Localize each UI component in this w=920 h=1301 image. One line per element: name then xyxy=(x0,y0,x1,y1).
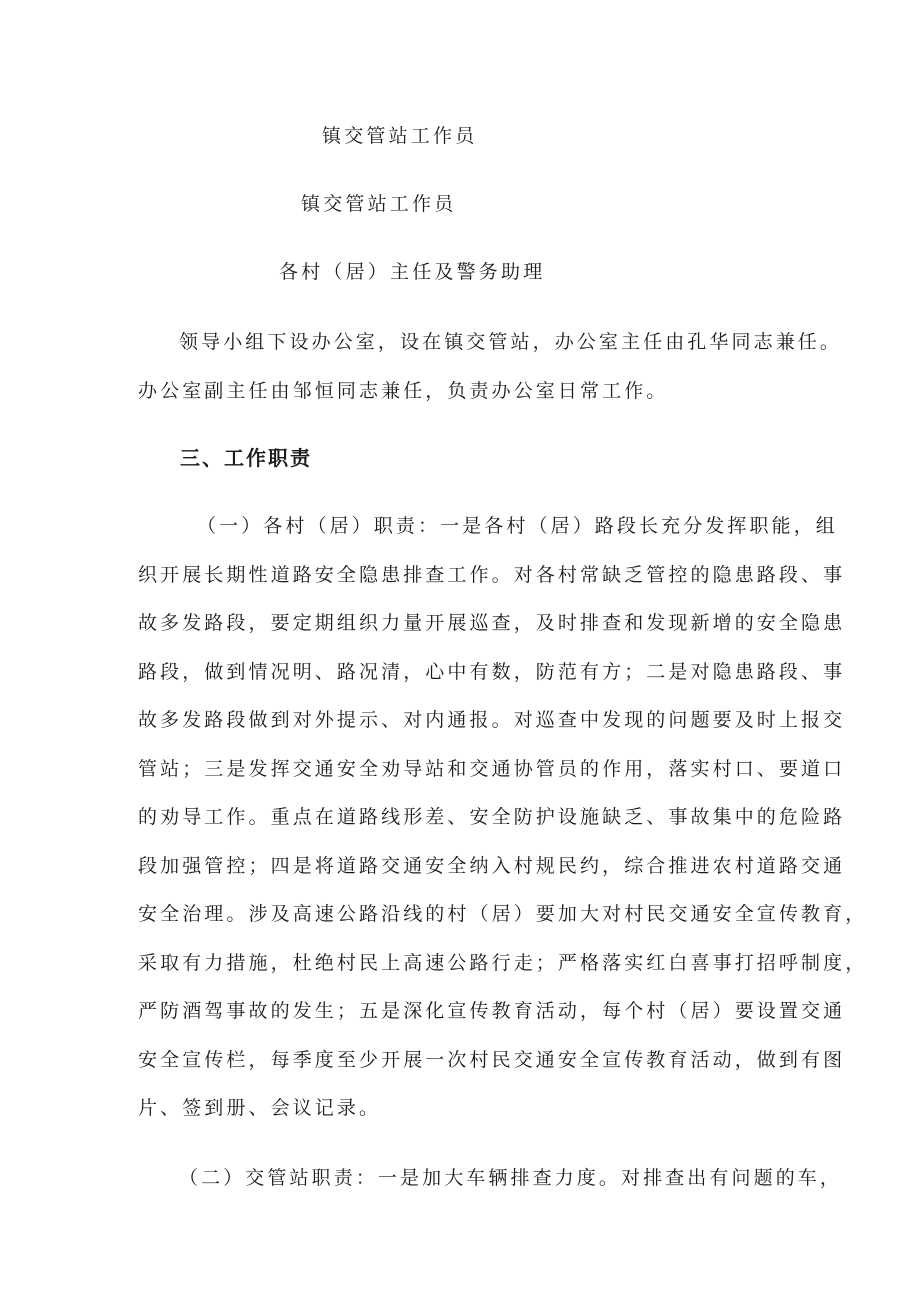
office-paragraph xyxy=(138,318,843,415)
duty-village-paragraph xyxy=(138,502,868,1133)
roster-member-line-1: 镇交管站工作员 xyxy=(322,125,478,147)
duty-village-line: 段加强管控；四是将道路交通安全纳入村规民约，综合推进农村道路交通 xyxy=(138,854,846,877)
duty-village-line: 片、签到册、会议记录。 xyxy=(138,1097,382,1119)
office-paragraph-line: 办公室副主任由邹恒同志兼任，负责办公室日常工作。 xyxy=(138,379,669,402)
duty-village-line: 采取有力措施，杜绝村民上高速公路行走；严格落实红白喜事打招呼制度， xyxy=(138,951,868,974)
duty-village-line: 管站；三是发挥交通安全劝导站和交通协管员的作用，落实村口、要道口 xyxy=(138,757,846,780)
duty-village-line: 故多发路段做到对外提示、对内通报。对巡查中发现的问题要及时上报交 xyxy=(138,709,846,731)
office-paragraph-line: 领导小组下设办公室，设在镇交管站，办公室主任由孔华同志兼任。 xyxy=(179,331,843,353)
duty-station-paragraph xyxy=(138,1154,843,1203)
section-heading: 三、工作职责 xyxy=(180,446,312,470)
duty-village-line: 严防酒驾事故的发生；五是深化宣传教育活动，每个村（居）要设置交通 xyxy=(138,1000,846,1022)
duty-village-line: 织开展长期性道路安全隐患排查工作。对各村常缺乏管控的隐患路段、事 xyxy=(138,563,846,586)
duty-village-line: 路段，做到情况明、路况清，心中有数，防范有方；二是对隐患路段、事 xyxy=(138,660,846,683)
roster-member-line-3: 各村（居）主任及警务助理 xyxy=(279,261,546,283)
duty-village-line: （一）各村（居）职责：一是各村（居）路段长充分发挥职能，组 xyxy=(197,515,838,537)
duty-village-line: 安全宣传栏，每季度至少开展一次村民交通安全宣传教育活动，做到有图 xyxy=(138,1048,846,1071)
duty-village-line: 安全治理。涉及高速公路沿线的村（居）要加大对村民交通安全宣传教育， xyxy=(138,903,868,925)
duty-village-line: 故多发路段，要定期组织力量开展巡查，及时排查和发现新增的安全隐患 xyxy=(138,612,846,634)
roster-member-line-2: 镇交管站工作员 xyxy=(301,193,457,215)
duty-village-line: 的劝导工作。重点在道路线形差、安全防护设施缺乏、事故集中的危险路 xyxy=(138,806,846,828)
duty-station-line: （二）交管站职责：一是加大车辆排查力度。对排查出有问题的车， xyxy=(179,1167,843,1189)
